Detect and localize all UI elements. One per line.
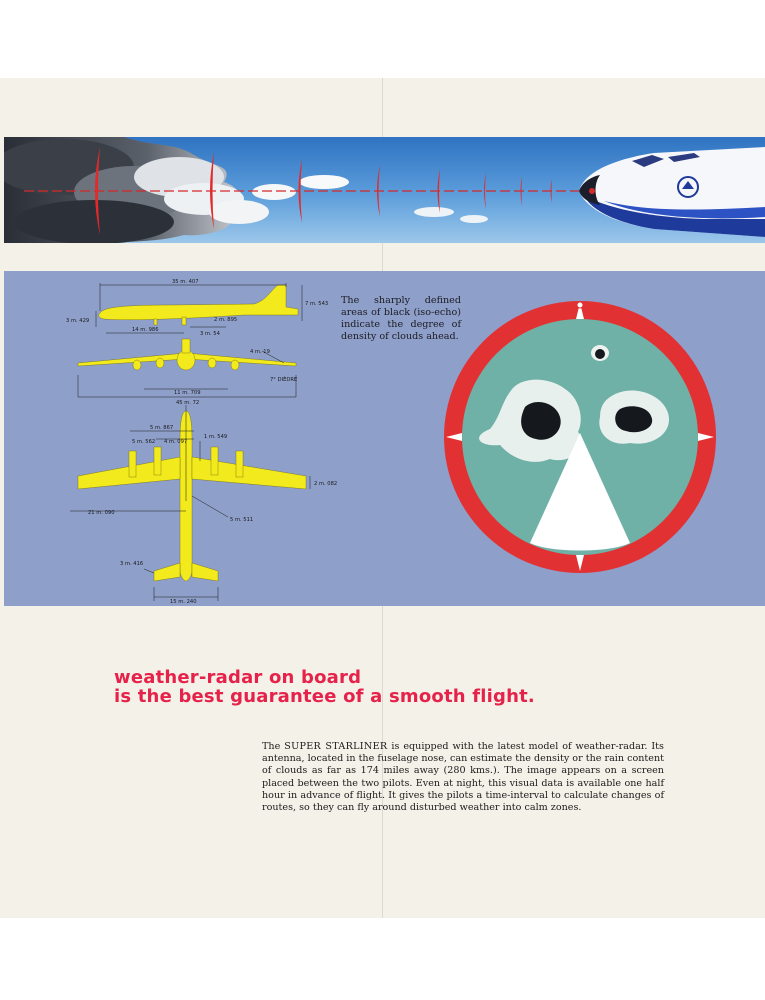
dim-wheel-offset-b: 3 m. 54 — [200, 331, 220, 337]
banner-illustration — [4, 137, 765, 243]
dim-tail-height: 3 m. 416 — [120, 561, 144, 567]
product-name: SUPER STARLINER — [284, 741, 388, 752]
technical-panel — [4, 271, 765, 606]
headline-line-2: is the best guarantee of a smooth flight. — [114, 686, 535, 707]
dim-fuselage-width: 5 m. 511 — [230, 517, 254, 523]
dim-root-chord: 2 m. 082 — [314, 481, 338, 487]
dim-wheelbase: 14 m. 986 — [132, 327, 159, 333]
radar-caption: The sharply defined areas of black (iso-echo) indicate the degree of density of clouds ahead. — [341, 295, 461, 342]
body-prefix: The — [262, 741, 281, 752]
dim-wingspan: 45 m. 72 — [176, 400, 200, 406]
headline-line-1: weather-radar on board — [114, 667, 362, 688]
dim-engine-a: 5 m. 867 — [150, 425, 174, 431]
dim-tailplane-span: 11 m. 709 — [174, 390, 201, 396]
dim-engine-d: 1 m. 549 — [204, 434, 228, 440]
dim-dihedral-span: 4 m. 19 — [250, 349, 270, 355]
headline — [114, 668, 634, 706]
dim-wheel-offset-a: 2 m. 895 — [214, 317, 238, 323]
radar-screen-diagram — [440, 297, 720, 577]
dim-engine-b: 5 m. 562 — [132, 439, 156, 445]
dim-height: 7 m. 543 — [305, 301, 329, 307]
body-paragraph — [262, 741, 664, 814]
dim-half-span: 21 m. 090 — [88, 510, 115, 516]
dim-engine-c: 4 m. 097 — [164, 439, 188, 445]
dim-tail-span: 15 m. 240 — [170, 599, 197, 605]
dim-ground-clearance: 3 m. 429 — [66, 318, 90, 324]
dim-dihedral-angle: 7° DIÈDRE — [270, 377, 298, 383]
aircraft-side-view — [99, 285, 298, 325]
dim-length: 35 m. 407 — [172, 279, 199, 285]
body-text: is equipped with the latest model of weather-radar. Its antenna, located in the fuselage nose, can estimate the density or the rain content of clouds as far as 174 miles away (280 kms.). The image appears on a screen placed between the two pilots. Even at night, this visual data is available one half hour in advance of flight. It gives the pilots a time-interval to calculate changes of routes, so they can fly around disturbed weather into calm zones. — [262, 741, 664, 814]
radar-wave-banner — [4, 137, 765, 243]
